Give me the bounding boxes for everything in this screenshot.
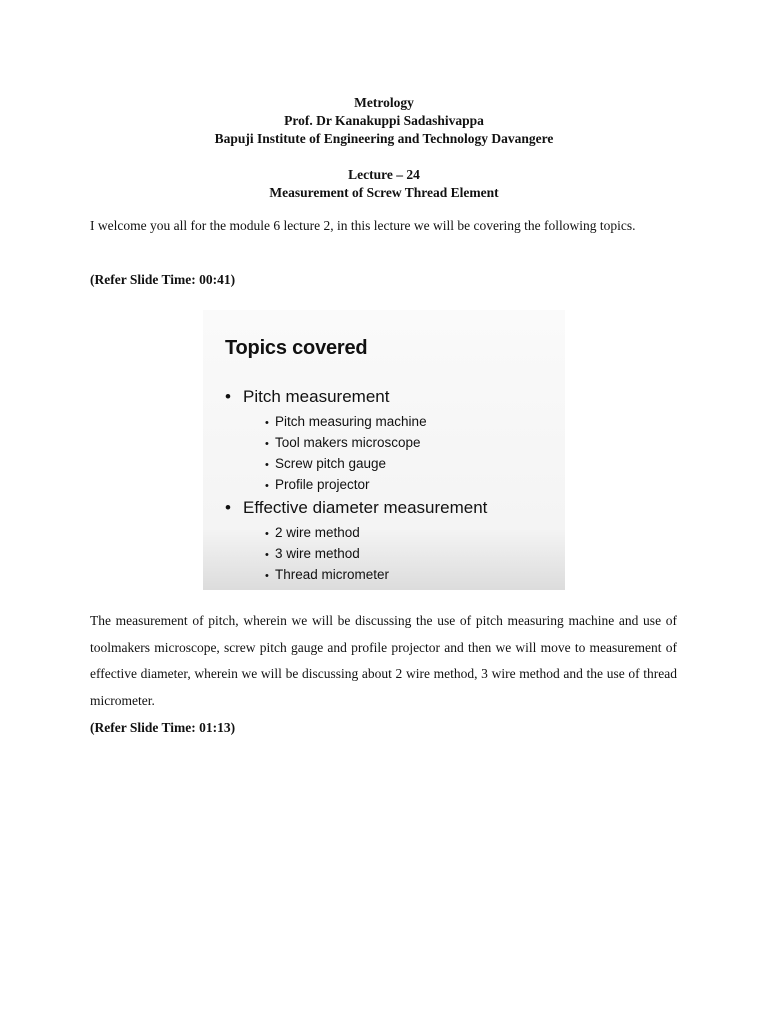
slide-subtopic: • Profile projector — [265, 477, 370, 492]
body-paragraph: The measurement of pitch, wherein we will be discussing the use of pitch measuring machine and use of toolmakers microscope, screw pitch gauge and profile projector and then we will move to measurement of effective diameter, wherein we will be discussing about 2 wire method, 3 wire method and the use of thread micrometer. — [90, 613, 677, 708]
slide-subtopic: • 3 wire method — [265, 546, 360, 561]
refer-slide-time-2: (Refer Slide Time: 01:13) — [90, 720, 236, 735]
institute-name: Bapuji Institute of Engineering and Technology Davangere — [214, 131, 554, 146]
bullet-icon: • — [225, 387, 231, 406]
intro-paragraph: I welcome you all for the module 6 lecture 2, in this lecture we will be covering the following topics. — [90, 218, 636, 233]
bullet-icon: • — [265, 459, 269, 471]
slide-image — [203, 310, 565, 590]
slide-subtopic: • Thread micrometer — [265, 567, 390, 582]
slide-topic-2: • Effective diameter measurement — [225, 498, 488, 517]
bullet-icon: • — [265, 549, 269, 561]
professor-name: Prof. Dr Kanakuppi Sadashivappa — [284, 113, 484, 128]
bullet-icon: • — [265, 438, 269, 450]
refer-slide-time-1: (Refer Slide Time: 00:41) — [90, 272, 236, 287]
slide-subtopic: • Screw pitch gauge — [265, 456, 387, 471]
bullet-icon: • — [225, 498, 231, 517]
slide-subtopic: • 2 wire method — [265, 525, 360, 540]
slide-topic-1: • Pitch measurement — [225, 387, 390, 406]
lecture-title: Measurement of Screw Thread Element — [269, 185, 499, 200]
bullet-icon: • — [265, 480, 269, 492]
slide-subtopic: • Tool makers microscope — [265, 435, 421, 450]
slide-subtopic: • Pitch measuring machine — [265, 414, 427, 429]
document-header — [0, 94, 768, 202]
bullet-icon: • — [265, 417, 269, 429]
bullet-icon: • — [265, 570, 269, 582]
bullet-icon: • — [265, 528, 269, 540]
slide-title: Topics covered — [225, 337, 368, 359]
lecture-number: Lecture – 24 — [348, 167, 420, 182]
course-title: Metrology — [354, 95, 414, 110]
